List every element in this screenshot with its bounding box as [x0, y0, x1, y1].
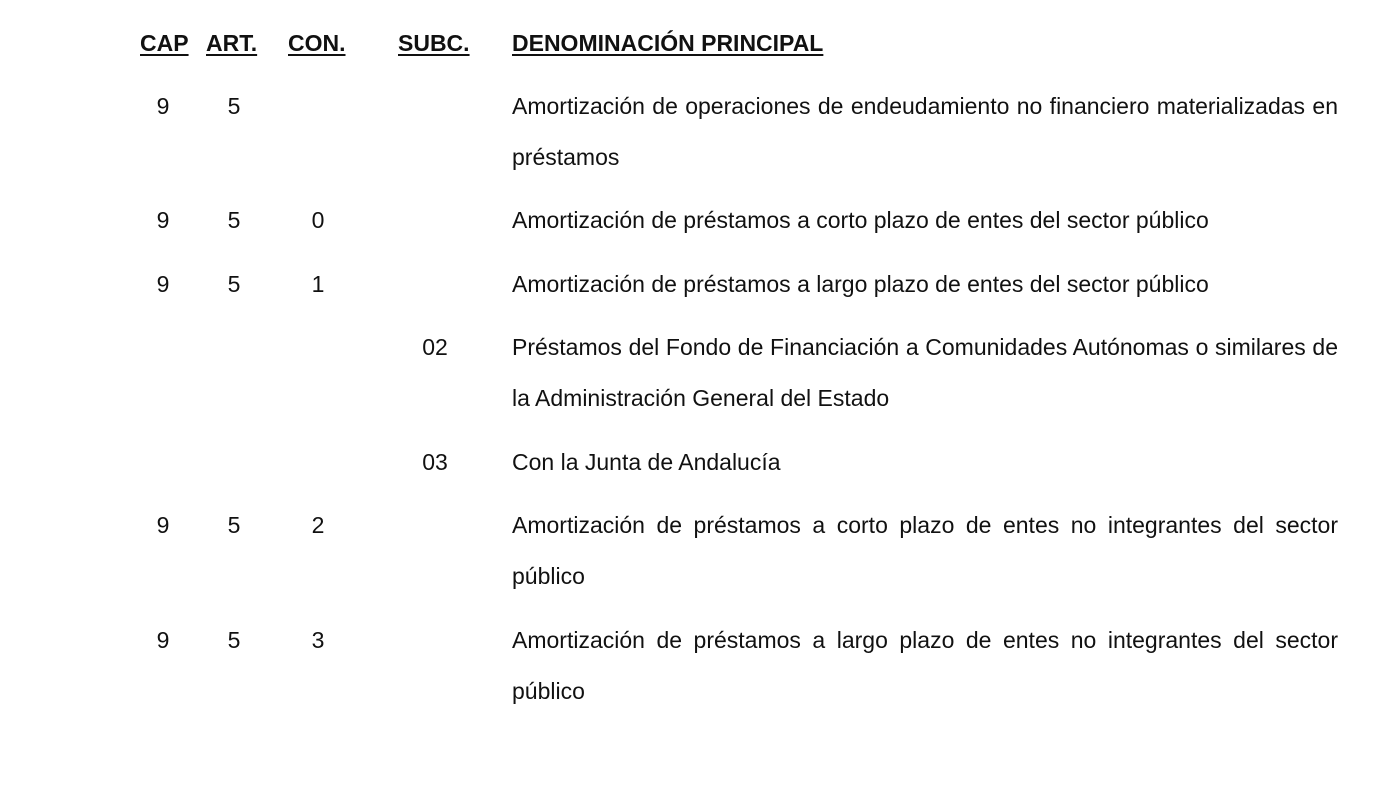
- cell-art: 5: [227, 627, 241, 653]
- cell-denominacion: Con la Junta de Andalucía: [512, 449, 781, 475]
- cell-cap: 9: [156, 207, 170, 233]
- header-denominacion: DENOMINACIÓN PRINCIPAL: [512, 30, 824, 56]
- header-con: CON.: [288, 30, 346, 56]
- cell-denominacion: Amortización de préstamos a largo plazo de entes del sector público: [512, 271, 1209, 297]
- header-cap: CAP: [140, 30, 189, 56]
- cell-con: 0: [311, 207, 325, 233]
- header-art: ART.: [206, 30, 258, 56]
- cell-art: 5: [227, 93, 241, 119]
- cell-denominacion: Amortización de operaciones de endeudamiento no financiero materializadas en préstamos: [512, 93, 1338, 170]
- cell-con: 1: [311, 271, 325, 297]
- cell-art: 5: [227, 512, 241, 538]
- cell-con: 3: [311, 627, 325, 653]
- cell-art: 5: [227, 271, 241, 297]
- header-subc: SUBC.: [398, 30, 470, 56]
- cell-cap: 9: [156, 93, 170, 119]
- cell-cap: 9: [156, 271, 170, 297]
- cell-con: 2: [311, 512, 325, 538]
- cell-subc: 03: [422, 449, 448, 475]
- cell-denominacion: Amortización de préstamos a largo plazo de entes no integrantes del sector público: [512, 627, 1338, 704]
- cell-denominacion: Amortización de préstamos a corto plazo de entes del sector público: [512, 207, 1209, 233]
- cell-denominacion: Préstamos del Fondo de Financiación a Comunidades Autónomas o similares de la Administración General del Estado: [512, 334, 1338, 411]
- cell-cap: 9: [156, 512, 170, 538]
- cell-art: 5: [227, 207, 241, 233]
- cell-subc: 02: [422, 334, 448, 360]
- cell-denominacion: Amortización de préstamos a corto plazo de entes no integrantes del sector público: [512, 512, 1338, 589]
- cell-cap: 9: [156, 627, 170, 653]
